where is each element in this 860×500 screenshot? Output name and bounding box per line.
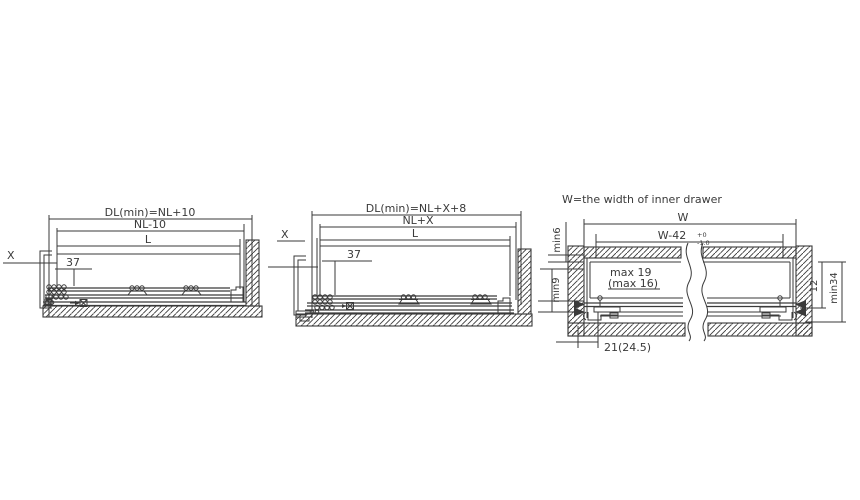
side-offset-label: 21(24.5) — [604, 341, 652, 354]
drawer-bottom-left — [584, 247, 681, 258]
drawer-bottom-right — [703, 247, 796, 258]
cabinet-bottom-left — [568, 323, 685, 336]
dim12-label: 12 — [809, 279, 820, 293]
dim-label-middle: NL+X — [402, 214, 434, 227]
left-side-view — [3, 206, 262, 317]
min34-label: min34 — [829, 272, 840, 304]
view-title: W=the width of inner drawer — [562, 193, 722, 206]
cabinet-bottom — [296, 314, 532, 326]
dim-label-middle: NL-10 — [133, 218, 167, 231]
cabinet-bottom-right — [708, 323, 812, 336]
width-minus-label: W-42 — [657, 229, 687, 242]
ball-bearing-cage — [310, 295, 334, 314]
arrow-icon — [342, 304, 346, 308]
max19-label: max 19 — [610, 266, 652, 279]
dim-label-inner: L — [144, 233, 152, 246]
front-offset-label: 37 — [66, 256, 80, 269]
break-line — [686, 243, 692, 341]
tolerance-lower: -1.0 — [697, 239, 710, 247]
cabinet-bottom — [43, 306, 262, 317]
dim-label-outer: DL(min)=NL+X+8 — [365, 202, 467, 215]
tolerance-upper: +0 — [697, 231, 707, 239]
front-offset-label: 37 — [347, 248, 361, 261]
width-label: W — [677, 211, 689, 224]
dim-label-outer: DL(min)=NL+10 — [104, 206, 196, 219]
middle-side-view — [268, 202, 532, 326]
front-section-view — [538, 193, 846, 354]
x-ref-label: X — [7, 249, 15, 262]
min9-label: min9 — [551, 277, 562, 303]
x-ref-label: X — [281, 228, 289, 241]
max16-label: (max 16) — [608, 277, 659, 290]
min6-label: min6 — [552, 227, 563, 253]
dim-label-inner: L — [411, 227, 419, 240]
cabinet-back-wall — [518, 249, 531, 314]
